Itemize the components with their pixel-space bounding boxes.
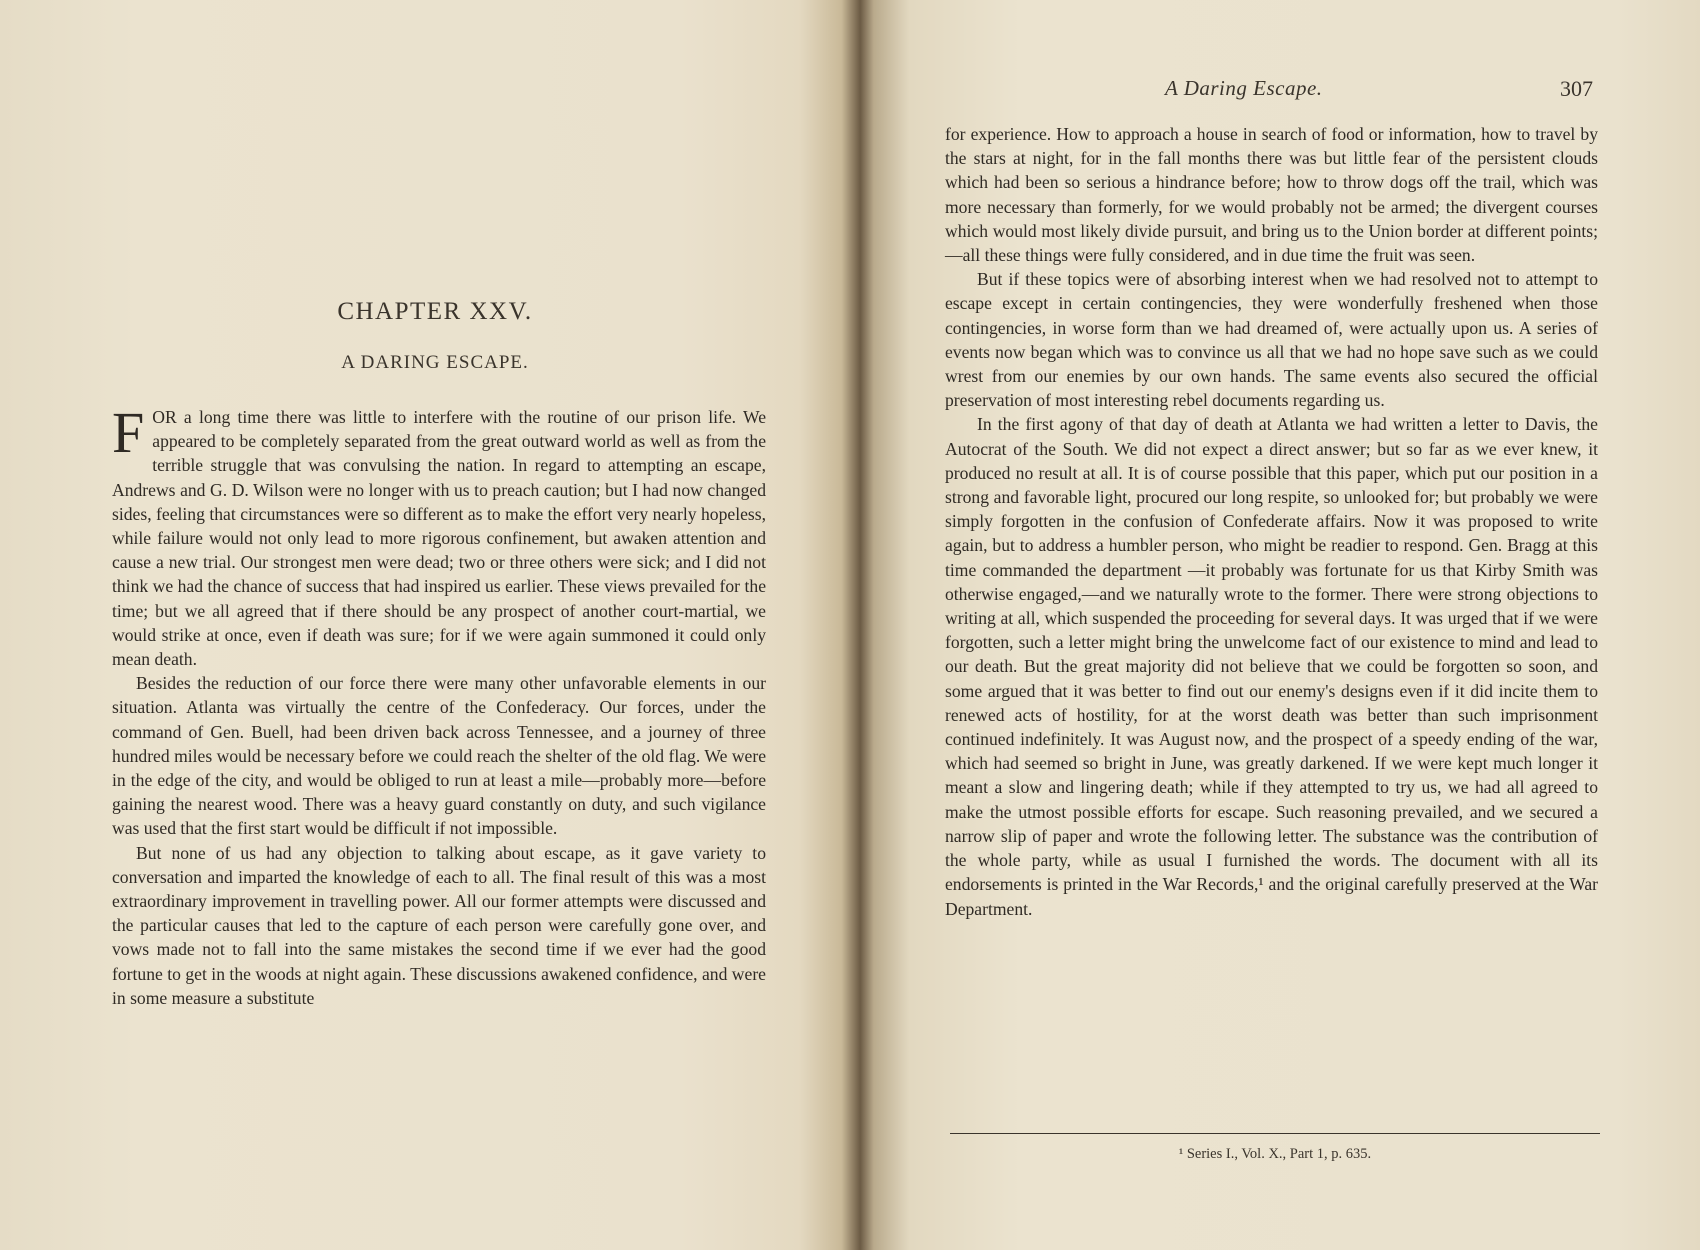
right-body-text bbox=[945, 122, 1598, 921]
paragraph: Besides the reduction of our force there were many other unfavorable elements in our situation. Atlanta was virtually the centre of the Confederacy. Our forces, under the command of Gen. Buell, had been driven back across Tennessee, and a journey of three hundred miles would be necessary before we could reach the shelter of the old flag. We were in the edge of the city, and would be obliged to run at least a mile—probably more—before gaining the nearest wood. There was a heavy guard constantly on duty, and such vigilance was used that the first start would be difficult if not impossible. bbox=[112, 673, 766, 839]
opening-paragraph-text: OR a long time there was little to interfere with the routine of our prison life. We appeared to be completely separated from the great outward world as well as from the terrible struggle that was convulsing the nation. In regard to attempting an escape, Andrews and G. D. Wilson were no longer with us to preach caution; but I had now changed sides, feeling that circumstances were so different as to make the effort very nearly hopeless, while failure would not only lead to more rigorous confinement, but awaken attention and cause a new trial. Our strongest men were dead; two or three others were sick; and I did not think we had the chance of success that had inspired us earlier. These views prevailed for the time; but we all agreed that if there should be any prospect of another court-martial, we would strike at once, even if death was sure; for if we were again summoned it could only mean death. bbox=[112, 407, 766, 670]
chapter-title: CHAPTER XXV. bbox=[337, 298, 533, 325]
continued-paragraph: for experience. How to approach a house in search of food or information, how to travel by the stars at night, for in the fall months there was but little fear of the persistent clouds which had been so serious a hindrance before; how to throw dogs off the trail, which was more necessary than formerly, for we would probably not be armed; the divergent courses which would most likely divide pursuit, and bring us to the Union border at different points;—all these things were fully considered, and in due time the fruit was seen. bbox=[945, 124, 1598, 266]
paragraph: In the first agony of that day of death at Atlanta we had written a letter to Davis, the Autocrat of the South. We did not expect a direct answer; but so far as we ever knew, it produced no result at all. It is of course possible that this paper, which put our position in a strong and favorable light, procured our long respite, so unlooked for; but probably we were simply forgotten in the confusion of Confederate affairs. Now it was proposed to write again, but to address a humbler person, who might be readier to respond. Gen. Bragg at this time commanded the department —it probably was fortunate for us that Kirby Smith was otherwise engaged,—and we naturally wrote to the former. There were strong objections to writing at all, which suspended the proceeding for several days. It was urged that if we were forgotten, such a letter might bring the unwelcome fact of our existence to mind and lead to our death. But the great majority did not believe that we could be forgotten so soon, and some argued that it was better to find out our enemy's designs even if it did incite them to renewed acts of hostility, for at the worst death was better than such imprisonment continued indefinitely. It was August now, and the prospect of a speedy ending of the war, which had seemed so bright in June, was greatly darkened. If we were kept much longer it meant a slow and lingering death; while if they attempted to try us, we had all agreed to make the utmost possible efforts for escape. Such reasoning prevailed, and we secured a narrow slip of paper and wrote the following letter. The substance was the contribution of the whole party, while as usual I furnished the words. The document with all its endorsements is printed in the War Records,¹ and the original carefully preserved at the War Department. bbox=[945, 414, 1598, 919]
left-page bbox=[0, 0, 846, 1250]
chapter-subtitle: A DARING ESCAPE. bbox=[341, 352, 529, 373]
footnote-rule bbox=[950, 1133, 1600, 1134]
opening-paragraph bbox=[112, 400, 766, 671]
running-head: A Daring Escape. bbox=[1165, 76, 1323, 100]
paragraph: But if these topics were of absorbing interest when we had resolved not to attempt to escape except in certain contingencies, they were wonderfully freshened when those contingencies, in worse form than we had dreamed of, were actually upon us. A series of events now began which was to convince us all that we had no hope save such as we could wrest from our enemies by our own hands. The same events also secured the official preservation of most interesting rebel documents regarding us. bbox=[945, 269, 1598, 411]
page-number: 307 bbox=[1560, 76, 1593, 101]
drop-cap: F bbox=[112, 400, 145, 465]
paragraph: But none of us had any objection to talking about escape, as it gave variety to conversation and imparted the knowledge of each to all. The final result of this was a most extraordinary improvement in travelling power. All our former attempts were discussed and the particular causes that led to the capture of each person were carefully gone over, and vows made not to fall into the same mistakes the second time if we ever had the good fortune to get in the woods at night again. These discussions awakened confidence, and were in some measure a substitute bbox=[112, 842, 766, 1008]
footnote: ¹ Series I., Vol. X., Part 1, p. 635. bbox=[1178, 1146, 1372, 1162]
left-body-text bbox=[112, 400, 766, 1010]
